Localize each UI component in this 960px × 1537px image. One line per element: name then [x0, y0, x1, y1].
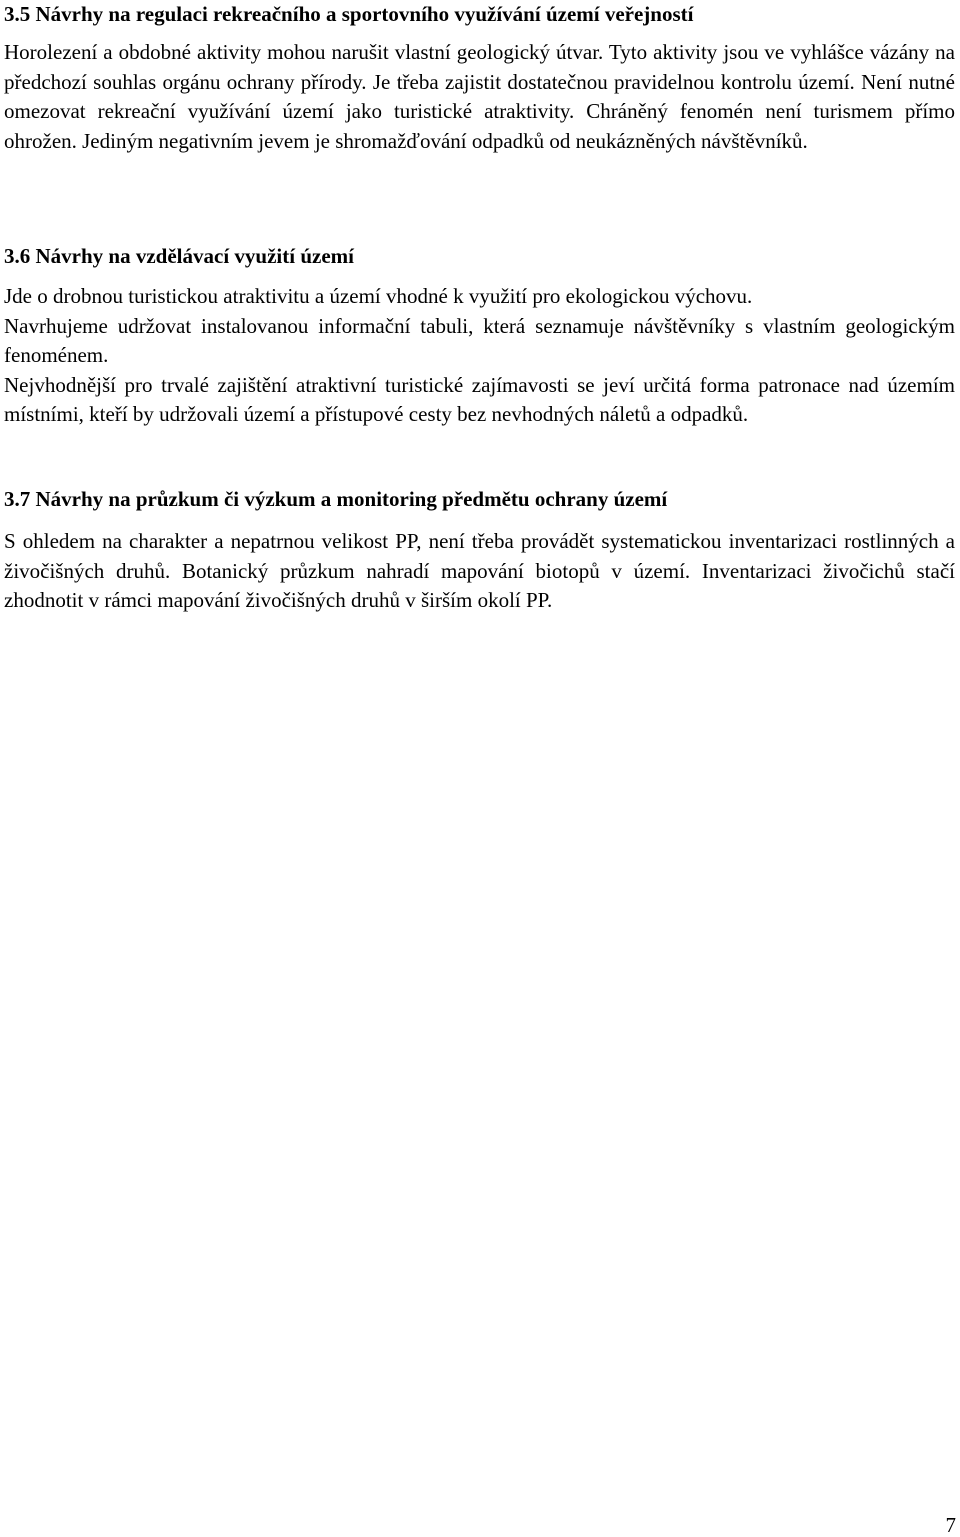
- section-3-6-body: [4, 282, 955, 430]
- section-3-7-body: [4, 527, 955, 616]
- section-3-7-heading: 3.7 Návrhy na průzkum či výzkum a monitoring předmětu ochrany území: [4, 487, 668, 511]
- section-3-6-heading: 3.6 Návrhy na vzdělávací využití území: [4, 244, 354, 268]
- paragraph: Horolezení a obdobné aktivity mohou narušit vlastní geologický útvar. Tyto aktivity jsou ve vyhlášce vázány na předchozí souhlas orgánu ochrany přírody. Je třeba zajistit dostatečnou pravidelnou kontrolu území. Není nutné omezovat rekreační využívání území jako turistické atraktivity. Chráněný fenomén není turismem přímo ohrožen. Jediným negativním jevem je shromažďování odpadků od neukázněných návštěvníků.: [4, 40, 955, 153]
- page-number: 7: [945, 1513, 956, 1537]
- section-3-5-body: [4, 38, 955, 156]
- paragraph: Nejvhodnější pro trvalé zajištění atraktivní turistické zajímavosti se jeví určitá forma patronace nad územím místními, kteří by udržovali území a přístupové cesty bez nevhodných náletů a odpadků.: [4, 372, 955, 426]
- paragraph: Navrhujeme udržovat instalovanou informační tabuli, která seznamuje návštěvníky s vlastním geologickým fenoménem.: [4, 313, 955, 367]
- paragraph: Jde o drobnou turistickou atraktivitu a území vhodné k využití pro ekologickou výchovu.: [4, 284, 753, 308]
- paragraph: S ohledem na charakter a nepatrnou velikost PP, není třeba provádět systematickou inventarizaci rostlinných a živočišných druhů. Botanický průzkum nahradí mapování biotopů v území. Inventarizaci živočichů stačí zhodnotit v rámci mapování živočišných druhů v širším okolí PP.: [4, 529, 955, 612]
- section-3-5-heading: 3.5 Návrhy na regulaci rekreačního a sportovního využívání území veřejností: [4, 2, 694, 26]
